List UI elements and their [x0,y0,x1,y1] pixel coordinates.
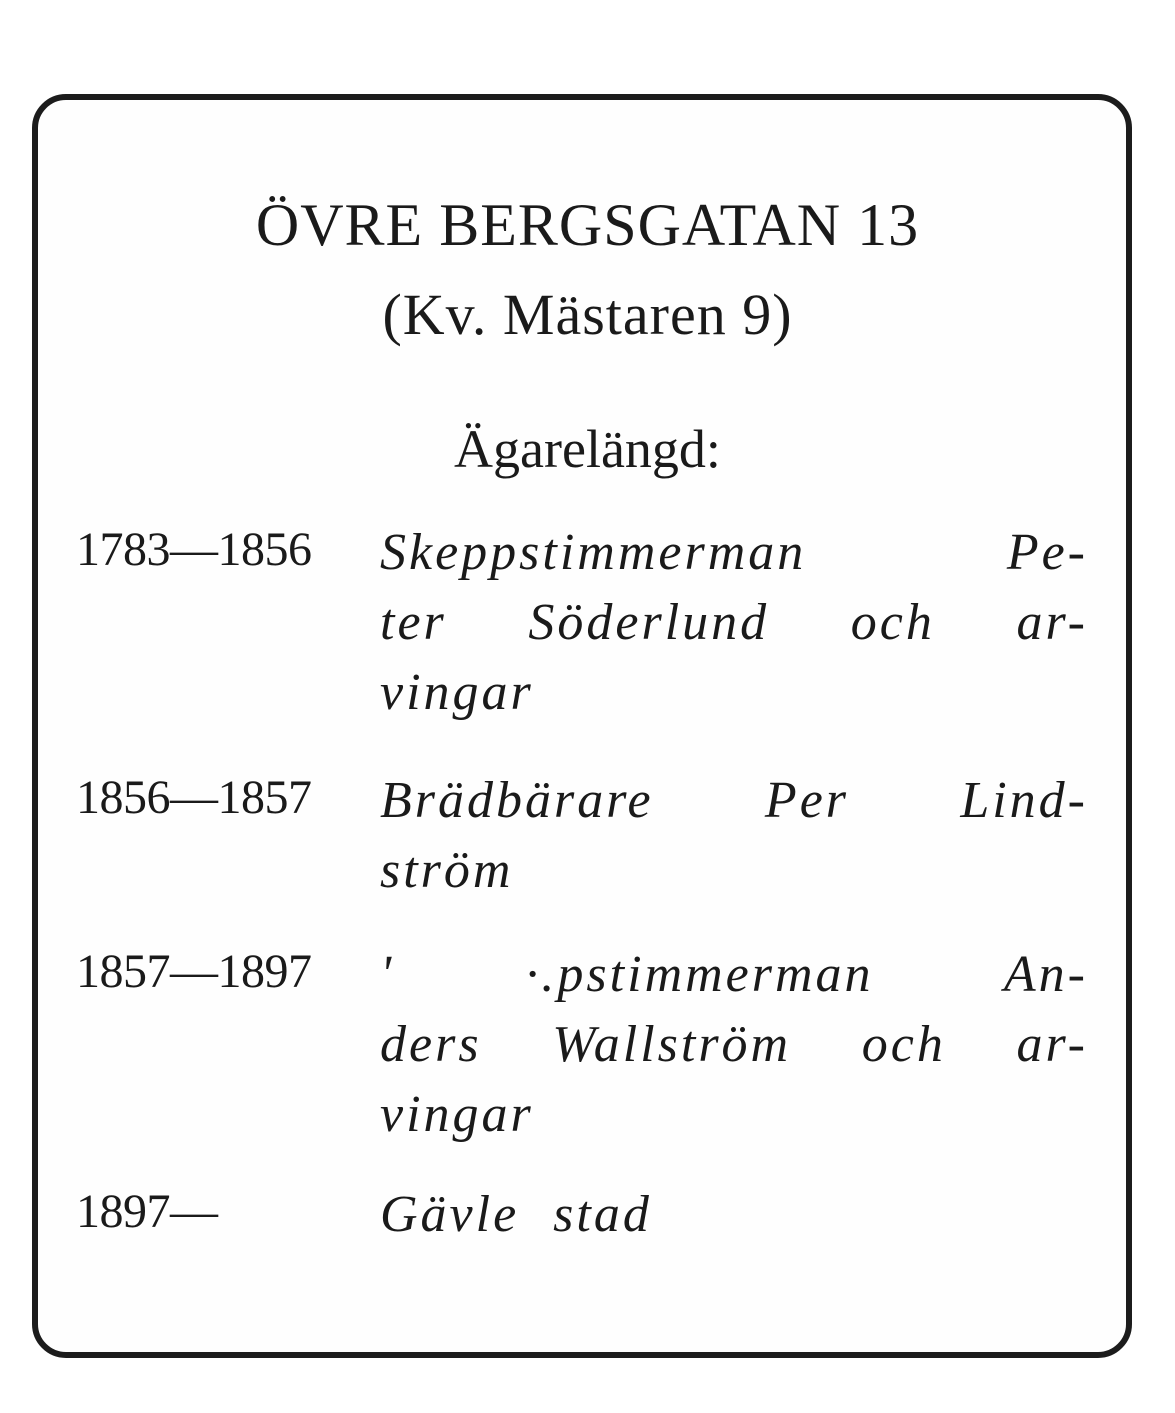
owner-line: Brädbärare Per Lind- [380,772,1088,829]
owner-line: Skeppstimmerman Pe- [380,524,1088,581]
owner-line: vingar [380,1086,534,1143]
owner-line: vingar [380,664,534,721]
page-subtitle: (Kv. Mästaren 9) [382,282,793,347]
page-title: ÖVRE BERGSGATAN 13 [255,192,920,258]
entry-years: 1856—1857 [76,771,312,824]
entry-owner [380,518,1088,728]
entry-owner [380,766,1088,906]
entry-years: 1897— [76,1185,218,1238]
entry-years: 1783—1856 [76,523,312,576]
entry-owner [380,940,1088,1150]
owner-line: ' ·.pstimmerman An- [380,946,1088,1003]
owner-line: ter Söderlund och ar- [380,594,1088,651]
owner-line: ström [380,842,514,899]
entry-years: 1857—1897 [76,945,312,998]
owner-line: ders Wallström och ar- [380,1016,1088,1073]
entry-owner [380,1180,1088,1250]
owner-line: Gävle stad [380,1186,652,1243]
section-heading: Ägarelängd: [454,419,721,479]
